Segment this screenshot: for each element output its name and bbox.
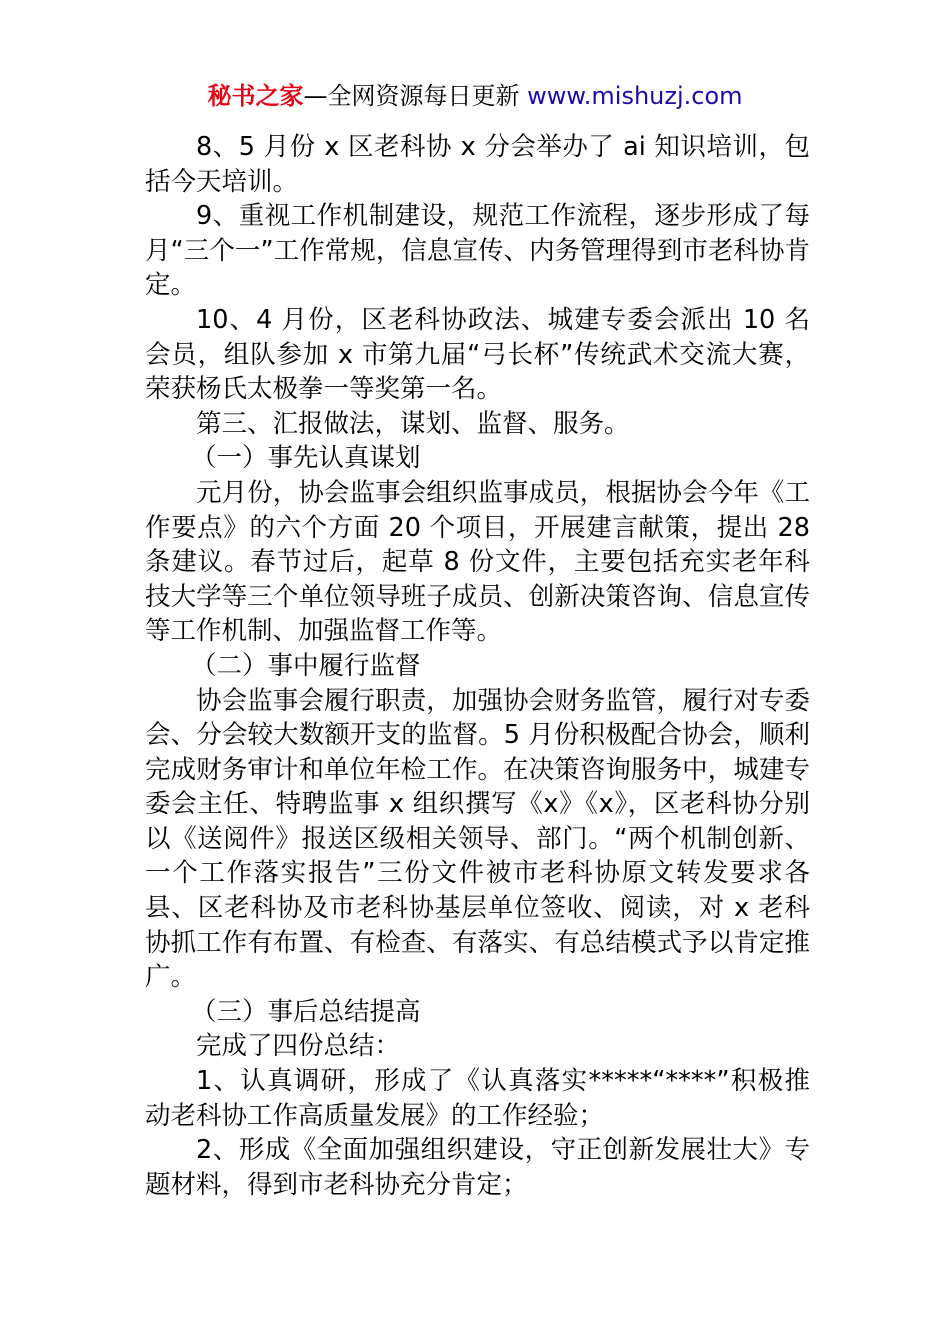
body-paragraph: 完成了四份总结： <box>196 1031 401 1062</box>
subheading-3: （三）事后总结提高 <box>191 996 421 1027</box>
site-brand: 秘书之家 <box>207 82 304 110</box>
list-item-8: 8、5 月份 x 区老科协 x 分会举办了 ai 知识培训，包括今天培训。 <box>145 132 810 197</box>
list-item-10: 10、4 月份，区老科协政法、城建专委会派出 10 名会员，组队参加 x 市第九届“弓长杯”传统武术交流大赛，荣获杨氏太极拳一等奖第一名。 <box>145 304 810 405</box>
subheading-2: （二）事中履行监督 <box>191 650 421 681</box>
site-url[interactable]: www.mishuzj.com <box>527 82 743 110</box>
site-tagline: —全网资源每日更新 <box>303 82 528 110</box>
body-paragraph: 协会监事会履行职责，加强协会财务监管，履行对专委会、分会较大数额开支的监督。5 月份积极配合协会，顺利完成财务审计和单位年检工作。在决策咨询服务中，城建专委会主任、特聘监事 x 组织撰写《x》《x》，区老科协分别以《送阅件》报送区级相关领导、部门。“两个机制创新、一个工作落实报告”三份文件被市老科协原文转发要求各县、区老科协及市老科协基层单位签收、阅读，对 x 老科协抓工作有布置、有检查、有落实、有总结模式予以肯定推广。 <box>145 685 810 993</box>
body-paragraph: 元月份，协会监事会组织监事成员，根据协会今年《工作要点》的六个方面 20 个项目，开展建言献策，提出 28 条建议。春节过后，起草 8 份文件，主要包括充实老年科技大学等三个单位领导班子成员、创新决策咨询、信息宣传等工作机制、加强监督工作等。 <box>145 477 810 647</box>
subheading-1: （一）事先认真谋划 <box>191 443 421 474</box>
site-header <box>0 80 950 112</box>
list-item-2: 2、形成《全面加强组织建设，守正创新发展壮大》专题材料，得到市老科协充分肯定； <box>145 1135 810 1200</box>
list-item-1: 1、认真调研，形成了《认真落实*****“****”积极推动老科协工作高质量发展》的工作经验； <box>145 1066 810 1131</box>
list-item-9: 9、重视工作机制建设，规范工作流程，逐步形成了每月“三个一”工作常规，信息宣传、内务管理得到市老科协肯定。 <box>145 201 810 301</box>
section-heading-3: 第三、汇报做法，谋划、监督、服务。 <box>196 408 630 439</box>
document-body <box>145 130 810 1202</box>
